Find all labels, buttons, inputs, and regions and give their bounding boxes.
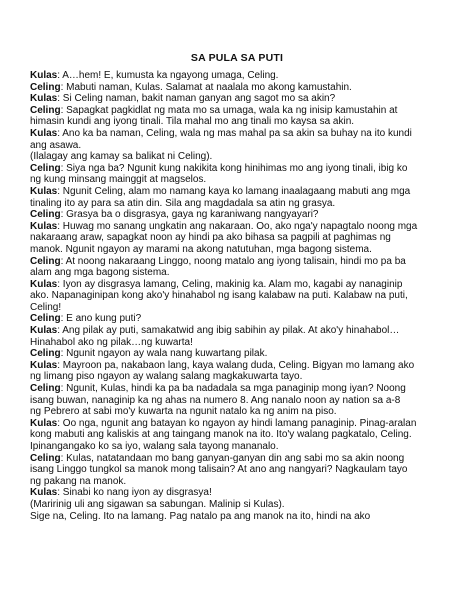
line-text: ng kung minsang mainggit at magselos. bbox=[30, 174, 207, 186]
line-text: ng Pebrero at sabi mo'y kuwarta na ngunit natalo ka ng anim na piso. bbox=[30, 406, 337, 418]
dialogue-line bbox=[30, 105, 454, 117]
speaker-name: Celing bbox=[30, 255, 61, 267]
line-text: : Huwag mo sanang ungkatin ang nakaraan. Oo, ako nga'y napagtalo noong mga bbox=[57, 220, 418, 232]
line-text: ang asawa. bbox=[30, 139, 82, 151]
dialogue-line bbox=[30, 209, 454, 221]
line-text: ng limang piso ngayon ay walang salang magkakuwarta tayo. bbox=[30, 371, 303, 383]
dialogue-line bbox=[30, 487, 454, 499]
speaker-name: Celing bbox=[30, 348, 61, 360]
dialogue-line bbox=[30, 70, 454, 82]
line-text: : Mayroon pa, nakabaon lang, kaya walang duda, Celing. Bigyan mo lamang ako bbox=[57, 359, 415, 371]
dialogue-line bbox=[30, 371, 454, 383]
speaker-name: Kulas bbox=[30, 278, 58, 290]
speaker-name: Celing bbox=[30, 452, 61, 464]
line-text: kong mabuti ang kaliskis at ang taingang manok na ito. Ito'y walang pagkatalo, Celing. bbox=[30, 429, 412, 441]
dialogue-line bbox=[30, 511, 454, 523]
dialogue-line bbox=[30, 256, 454, 268]
line-text: ako. Napanaginipan kong ako'y hinahabol ng isang kalabaw na puti. Kalabaw na puti, bbox=[30, 290, 408, 302]
dialogue-line bbox=[30, 128, 454, 140]
dialogue-line bbox=[30, 302, 454, 314]
dialogue-line bbox=[30, 406, 454, 418]
dialogue-line bbox=[30, 499, 454, 511]
line-text: : Sapagkat pagkidlat ng mata mo sa umaga, wala ka ng inisip kamustahin at bbox=[60, 104, 398, 116]
dialogue-line bbox=[30, 360, 454, 372]
dialogue-body bbox=[30, 70, 454, 522]
speaker-name: Kulas bbox=[30, 93, 58, 105]
line-text: himasin kundi ang iyong tinali. Tila mahal mo ang tinali mo kaysa sa akin. bbox=[30, 116, 355, 128]
dialogue-line bbox=[30, 279, 454, 291]
dialogue-line bbox=[30, 290, 454, 302]
speaker-name: Celing bbox=[30, 313, 61, 325]
line-text: : Si Celing naman, bakit naman ganyan ang sagot mo sa akin? bbox=[57, 93, 336, 105]
line-text: (Ilalagay ang kamay sa balikat ni Celing). bbox=[30, 151, 213, 163]
dialogue-line bbox=[30, 186, 454, 198]
dialogue-line bbox=[30, 93, 454, 105]
dialogue-line bbox=[30, 337, 454, 349]
line-text: : Iyon ay disgrasya lamang, Celing, makinig ka. Alam mo, kagabi ay nanaginip bbox=[57, 278, 403, 290]
dialogue-line bbox=[30, 453, 454, 465]
line-text: : Sinabi ko nang iyon ay disgrasya! bbox=[57, 487, 212, 499]
line-text: alam ang mga bagong sistema. bbox=[30, 267, 170, 279]
line-text: : Kulas, natatandaan mo bang ganyan-ganyan din ang sabi mo sa akin noong bbox=[60, 452, 405, 464]
speaker-name: Kulas bbox=[30, 359, 58, 371]
line-text: isang Linggo tungkol sa manok mong talisain? At ano ang nangyari? Nagkaulam tayo bbox=[30, 464, 408, 476]
line-text: ng pakang na manok. bbox=[30, 475, 127, 487]
line-text: Ipinangangako ko sa iyo, walang sala tayong mananalo. bbox=[30, 441, 279, 452]
speaker-name: Celing bbox=[30, 104, 61, 116]
speaker-name: Kulas bbox=[30, 127, 58, 139]
speaker-name: Kulas bbox=[30, 417, 58, 429]
line-text: : Siya nga ba? Ngunit kung nakikita kong hinihimas mo ang iyong tinali, ibig ko bbox=[60, 162, 408, 174]
dialogue-line bbox=[30, 244, 454, 256]
dialogue-line bbox=[30, 395, 454, 407]
dialogue-line bbox=[30, 116, 454, 128]
dialogue-line bbox=[30, 267, 454, 279]
speaker-name: Celing bbox=[30, 209, 61, 221]
speaker-name: Kulas bbox=[30, 70, 58, 81]
line-text: : A…hem! E, kumusta ka ngayong umaga, Celing. bbox=[57, 70, 279, 81]
line-text: : Ngunit, Kulas, hindi ka pa ba nadadala sa mga panaginip mong iyan? Noong bbox=[60, 383, 406, 395]
dialogue-line bbox=[30, 383, 454, 395]
dialogue-line bbox=[30, 198, 454, 210]
line-text: Sige na, Celing. Ito na lamang. Pag natalo pa ang manok na ito, hindi na ako bbox=[30, 510, 371, 522]
dialogue-line bbox=[30, 221, 454, 233]
line-text: (Maririnig uli ang sigawan sa sabungan. Malinip si Kulas). bbox=[30, 498, 285, 510]
line-text: : Ang pilak ay puti, samakatwid ang ibig sabihin ay pilak. At ako'y hinahabol… bbox=[57, 325, 400, 337]
dialogue-line bbox=[30, 325, 454, 337]
speaker-name: Celing bbox=[30, 162, 61, 174]
dialogue-line bbox=[30, 82, 454, 94]
line-text: isang buwan, nanaginip ka ng ahas na numero 8. Ang nanalo noon ay nation sa a-8 bbox=[30, 394, 401, 406]
speaker-name: Kulas bbox=[30, 185, 58, 197]
line-text: nakaraang araw, sapagkat noon ay hindi pa ako bihasa sa pagpili at paghimas ng bbox=[30, 232, 391, 244]
dialogue-line bbox=[30, 140, 454, 152]
line-text: Celing! bbox=[30, 301, 62, 313]
dialogue-line bbox=[30, 313, 454, 325]
line-text: manok. Ngunit ngayon ay marami na akong natutuhan, mga bagong sistema. bbox=[30, 243, 372, 255]
line-text: : Ngunit ngayon ay wala nang kuwartang pilak. bbox=[60, 348, 268, 360]
dialogue-line bbox=[30, 174, 454, 186]
dialogue-line bbox=[30, 348, 454, 360]
dialogue-line bbox=[30, 429, 454, 441]
line-text: : E ano kung puti? bbox=[60, 313, 142, 325]
line-text: : Oo nga, ngunit ang batayan ko ngayon ay hindi lamang panaginip. Pinag-aralan bbox=[57, 417, 417, 429]
document-title: SA PULA SA PUTI bbox=[190, 52, 284, 64]
speaker-name: Celing bbox=[30, 383, 61, 395]
dialogue-line bbox=[30, 418, 454, 430]
line-text: : Ano ka ba naman, Celing, wala ng mas mahal pa sa akin sa buhay na ito kundi bbox=[57, 127, 412, 139]
line-text: Hinahabol ako ng pilak…ng kuwarta! bbox=[30, 336, 193, 348]
line-text: : Ngunit Celing, alam mo namang kaya ko lamang inaalagaang mabuti ang mga bbox=[57, 185, 411, 197]
line-text: : Grasya ba o disgrasya, gaya ng karaniwang nangyayari? bbox=[60, 209, 319, 221]
speaker-name: Celing bbox=[30, 81, 61, 93]
dialogue-line bbox=[30, 151, 454, 163]
dialogue-line bbox=[30, 464, 454, 476]
line-text: tinaling ito ay para sa atin din. Sila ang magdadala sa atin ng grasya. bbox=[30, 197, 336, 209]
line-text: : At noong nakaraang Linggo, noong matalo ang iyong talisain, hindi mo pa ba bbox=[60, 255, 406, 267]
dialogue-line bbox=[30, 232, 454, 244]
dialogue-line bbox=[30, 163, 454, 175]
speaker-name: Kulas bbox=[30, 487, 58, 499]
dialogue-line bbox=[30, 476, 454, 488]
speaker-name: Kulas bbox=[30, 220, 58, 232]
dialogue-line bbox=[30, 441, 454, 453]
line-text: : Mabuti naman, Kulas. Salamat at naalala mo akong kamustahin. bbox=[60, 81, 352, 93]
speaker-name: Kulas bbox=[30, 325, 58, 337]
